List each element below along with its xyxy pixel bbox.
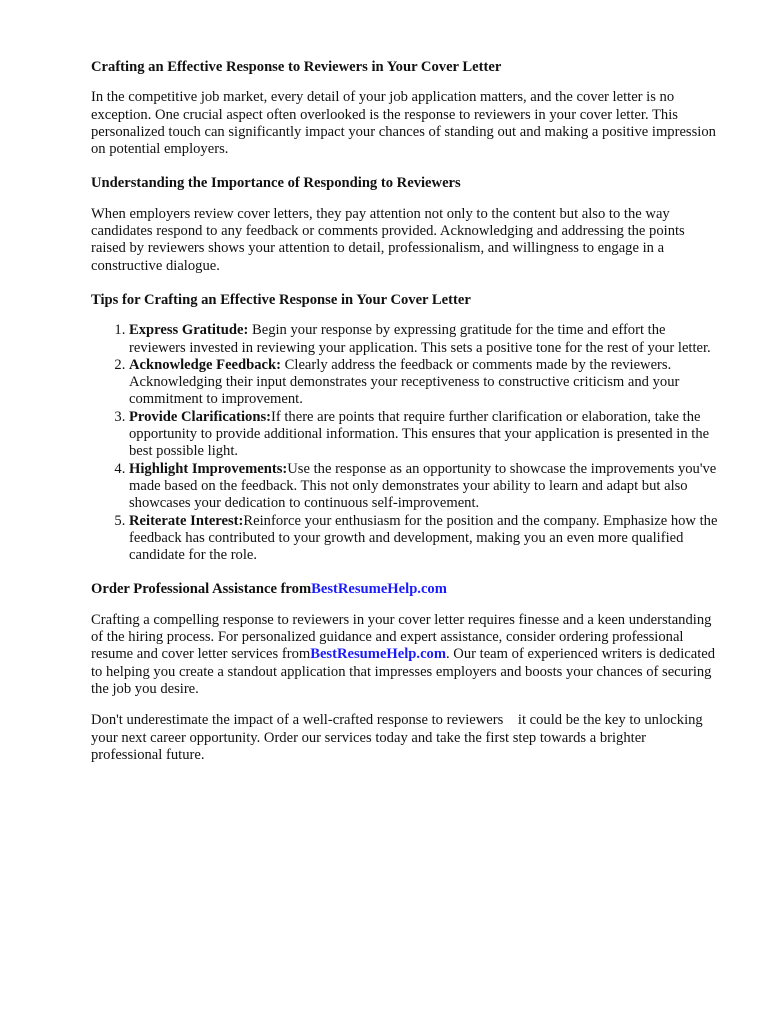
tip-item (129, 357, 721, 409)
intro-paragraph: In the competitive job market, every detail of your job application matters, and the cover letter is no exception. One crucial aspect often overlooked is the response to reviewers in your cover letter. This personalized touch can significantly impact your chances of standing out and making a positive impression on potential employers. (91, 89, 716, 158)
tip-item (129, 409, 721, 461)
tip-text: Clearly address the feedback or comments made by the reviewers. Acknowledging their input demonstrates your receptiveness to constructive criticism and your commitment to improvement. (129, 356, 680, 408)
tip-title: Reiterate Interest: (129, 512, 244, 529)
heading-order-text: Order Professional Assistance from (91, 581, 312, 598)
tip-title: Express Gratitude: (129, 322, 249, 339)
order-text-after: . Our team of experienced writers is dedicated to helping you create a standout application that impresses employers and boosts your chances of securing the job you desire. (91, 646, 716, 697)
tip-item (129, 322, 721, 357)
heading-crafting: Crafting an Effective Response to Reviewers in Your Cover Letter (91, 59, 502, 75)
heading-importance: Understanding the Importance of Responding to Reviewers (91, 175, 461, 192)
document-page (91, 59, 721, 764)
order-paragraph (91, 612, 721, 698)
tip-title: Provide Clarifications: (129, 408, 271, 425)
order-text-before: Crafting a compelling response to reviewers in your cover letter requires finesse and a keen understanding of the hiring process. For personalized guidance and expert assistance, consider ordering professional resume and cover letter services from (91, 611, 712, 663)
tip-item (129, 513, 721, 565)
importance-paragraph: When employers review cover letters, they pay attention not only to the content but also to the way candidates respond to any feedback or comments provided. Acknowledging and addressing the points raised by reviewers shows your attention to detail, professionalism, and willingness to engage in a constructive dialogue. (91, 205, 685, 274)
bestresumehelp-body-link[interactable]: BestResumeHelp.com (310, 646, 446, 663)
tip-item (129, 461, 721, 513)
tip-title: Acknowledge Feedback: (129, 356, 282, 373)
tip-text: If there are points that require further clarification or elaboration, take the opportunity to provide additional information. This ensures that your application is presented in the best possible light. (129, 408, 710, 460)
bestresumehelp-heading-link[interactable]: BestResumeHelp.com (311, 581, 447, 598)
closing-paragraph: Don't underestimate the impact of a well-crafted response to reviewers it could be the key to unlocking your next career opportunity. Order our services today and take the first step towards a brighter professional future. (91, 712, 707, 763)
tip-title: Highlight Improvements: (129, 460, 288, 477)
heading-order (91, 581, 721, 598)
tip-text: Reinforce your enthusiasm for the position and the company. Emphasize how the feedback has contributed to your growth and development, making you an even more qualified candidate for the role. (129, 512, 718, 564)
heading-tips: Tips for Crafting an Effective Response in Your Cover Letter (91, 291, 471, 308)
tips-list (91, 322, 721, 564)
tip-text: Use the response as an opportunity to showcase the improvements you've made based on the feedback. This not only demonstrates your ability to learn and adapt but also showcases your dedication to continuous self-improvement. (129, 460, 717, 512)
tip-text: Begin your response by expressing gratitude for the time and effort the reviewers invested in reviewing your application. This sets a positive tone for the rest of your letter. (129, 322, 711, 356)
